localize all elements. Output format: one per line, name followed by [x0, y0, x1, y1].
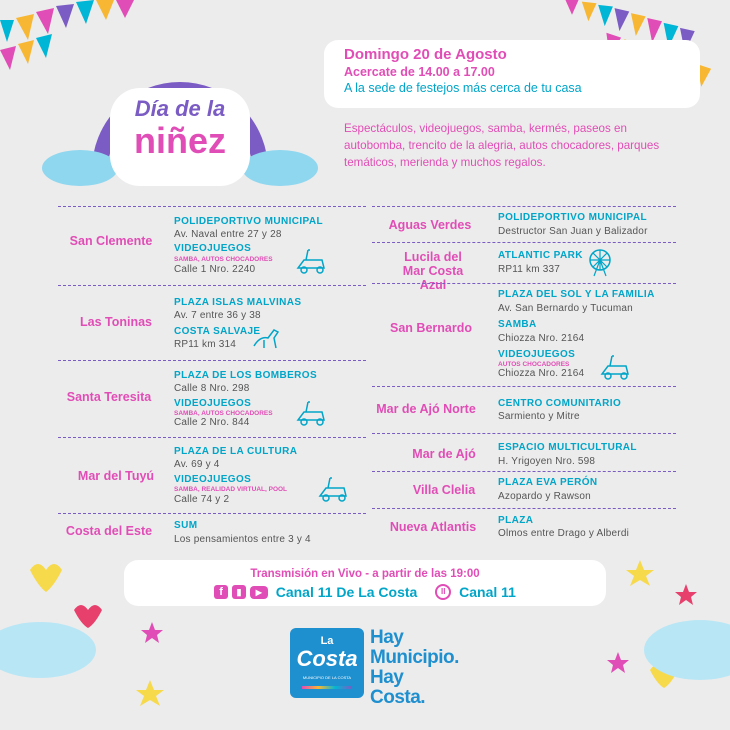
- town-costa-del-este: Costa del Este: [65, 524, 153, 538]
- divider: [372, 242, 676, 243]
- channel-secondary[interactable]: Canal 11: [459, 584, 516, 601]
- venue-label: CENTRO COMUNITARIO: [498, 398, 622, 409]
- venue-subtitle: SAMBA, AUTOS CHOCADORES: [174, 410, 273, 417]
- venue-address: Calle 2 Nro. 844: [174, 417, 250, 428]
- event-time: Acercate de 14.00 a 17.00: [344, 65, 495, 79]
- channel-primary[interactable]: Canal 11 De La Costa: [275, 584, 418, 601]
- venue-label: SUM: [174, 520, 198, 531]
- youtube-icon[interactable]: ▶: [250, 586, 268, 599]
- venue-label: VIDEOJUEGOS: [174, 398, 252, 409]
- venue-label: PLAZA DEL SOL Y LA FAMILIA: [498, 289, 655, 300]
- divider: [372, 508, 676, 509]
- live-stream-box: [124, 560, 606, 606]
- town-lucila-del-mar: Lucila del Mar Costa Azul: [402, 250, 464, 292]
- venue-subtitle: SAMBA, REALIDAD VIRTUAL, POOL: [174, 486, 288, 493]
- venue-address: Sarmiento y Mitre: [498, 411, 580, 422]
- venue-address: H. Yrigoyen Nro. 598: [498, 456, 596, 467]
- slogan-line3: Hay: [370, 667, 404, 688]
- stream-title: Transmisión en Vivo - a partir de las 19:00: [250, 568, 480, 580]
- event-description: Espectáculos, videojuegos, samba, kermés, paseos en autobomba, trencito de la alegria, autos chocadores, parques temáticos, merienda y muchos regalos.: [344, 122, 660, 169]
- town-las-toninas: Las Toninas: [79, 315, 152, 329]
- venue-subtitle: AUTOS CHOCADORES: [498, 361, 570, 368]
- logo-brand-sub: MUNICIPIO DE LA COSTA: [302, 675, 352, 680]
- venue-label: PLAZA DE LOS BOMBEROS: [174, 370, 318, 381]
- town-mar-de-ajo: Mar de Ajó: [412, 447, 476, 461]
- venue-address: Av. 7 entre 36 y 38: [174, 310, 261, 321]
- venue-label: VIDEOJUEGOS: [174, 474, 252, 485]
- venue-label: PLAZA EVA PERÓN: [498, 477, 598, 488]
- logo-color-bar: [302, 686, 352, 689]
- town-mar-de-ajo-norte: Mar de Ajó Norte: [376, 402, 476, 416]
- venue-address: Chiozza Nro. 2164: [498, 333, 585, 344]
- event-place: A la sede de festejos más cerca de tu casa: [344, 81, 582, 95]
- tv-channel-icon: II: [435, 584, 451, 600]
- town-villa-clelia: Villa Clelia: [412, 483, 476, 497]
- bumper-car-icon: [294, 398, 330, 426]
- venue-address: Azopardo y Rawson: [498, 491, 591, 502]
- event-info-box: [324, 40, 700, 108]
- bumper-car-icon: [294, 246, 330, 274]
- town-san-bernardo: San Bernardo: [390, 321, 472, 335]
- town-santa-teresita: Santa Teresita: [66, 390, 152, 404]
- venue-label: COSTA SALVAJE: [174, 326, 261, 337]
- ferris-wheel-icon: [586, 248, 614, 278]
- logo-brand-main: Costa: [296, 646, 358, 671]
- venue-address: Chiozza Nro. 2164: [498, 368, 585, 379]
- event-title: [110, 96, 250, 160]
- venue-label: VIDEOJUEGOS: [174, 243, 252, 254]
- venue-address: Av. Naval entre 27 y 28: [174, 229, 282, 240]
- slogan-line2: Municipio.: [370, 647, 459, 668]
- venue-address: Av. 69 y 4: [174, 459, 220, 470]
- divider: [372, 283, 676, 284]
- bumper-car-icon: [598, 352, 634, 380]
- venue-label: PLAZA DE LA CULTURA: [174, 446, 298, 457]
- venue-address: Calle 1 Nro. 2240: [174, 264, 256, 275]
- divider: [58, 285, 366, 286]
- divider: [58, 360, 366, 361]
- venue-label: PLAZA ISLAS MALVINAS: [174, 297, 302, 308]
- event-date: Domingo 20 de Agosto: [344, 46, 507, 63]
- stream-channels: [124, 583, 606, 600]
- facebook-icon[interactable]: f: [214, 585, 228, 599]
- divider: [58, 206, 366, 207]
- venue-address: Destructor San Juan y Balizador: [498, 226, 648, 237]
- slogan-line1: Hay: [370, 627, 404, 648]
- town-aguas-verdes: Aguas Verdes: [388, 218, 472, 232]
- venue-address: Av. San Bernardo y Tucuman: [498, 303, 633, 314]
- venue-address: Los pensamientos entre 3 y 4: [174, 534, 311, 545]
- dinosaur-icon: [250, 322, 282, 352]
- venue-address: RP11 km 337: [498, 264, 561, 275]
- slogan: [370, 628, 459, 708]
- divider: [372, 386, 676, 387]
- town-nueva-atlantis: Nueva Atlantis: [389, 520, 477, 534]
- slogan-line4: Costa.: [370, 687, 426, 708]
- divider: [58, 513, 366, 514]
- la-costa-logo: [290, 628, 364, 698]
- venue-label: POLIDEPORTIVO MUNICIPAL: [498, 212, 648, 223]
- event-title-line2: niñez: [133, 120, 226, 161]
- venue-address: Calle 74 y 2: [174, 494, 230, 505]
- town-mar-del-tuyu: Mar del Tuyú: [77, 469, 155, 483]
- venue-subtitle: SAMBA, AUTOS CHOCADORES: [174, 256, 273, 263]
- divider: [372, 433, 676, 434]
- divider: [372, 471, 676, 472]
- logo-brand-top: La: [320, 635, 334, 647]
- twitch-icon[interactable]: ▮: [232, 585, 246, 599]
- venue-address: Calle 8 Nro. 298: [174, 383, 250, 394]
- venue-label: ATLANTIC PARK: [498, 250, 583, 261]
- venue-label: SAMBA: [498, 319, 537, 330]
- divider: [372, 206, 676, 207]
- town-san-clemente: San Clemente: [69, 234, 153, 248]
- venue-address: RP11 km 314: [174, 339, 237, 350]
- venue-address: Olmos entre Drago y Alberdi: [498, 528, 630, 539]
- venue-label: VIDEOJUEGOS: [498, 349, 576, 360]
- divider: [58, 437, 366, 438]
- bumper-car-icon: [316, 474, 352, 502]
- venue-label: ESPACIO MULTICULTURAL: [498, 442, 637, 453]
- venue-label: PLAZA: [498, 515, 534, 526]
- venue-label: POLIDEPORTIVO MUNICIPAL: [174, 216, 324, 227]
- event-title-line1: Día de la: [134, 96, 226, 121]
